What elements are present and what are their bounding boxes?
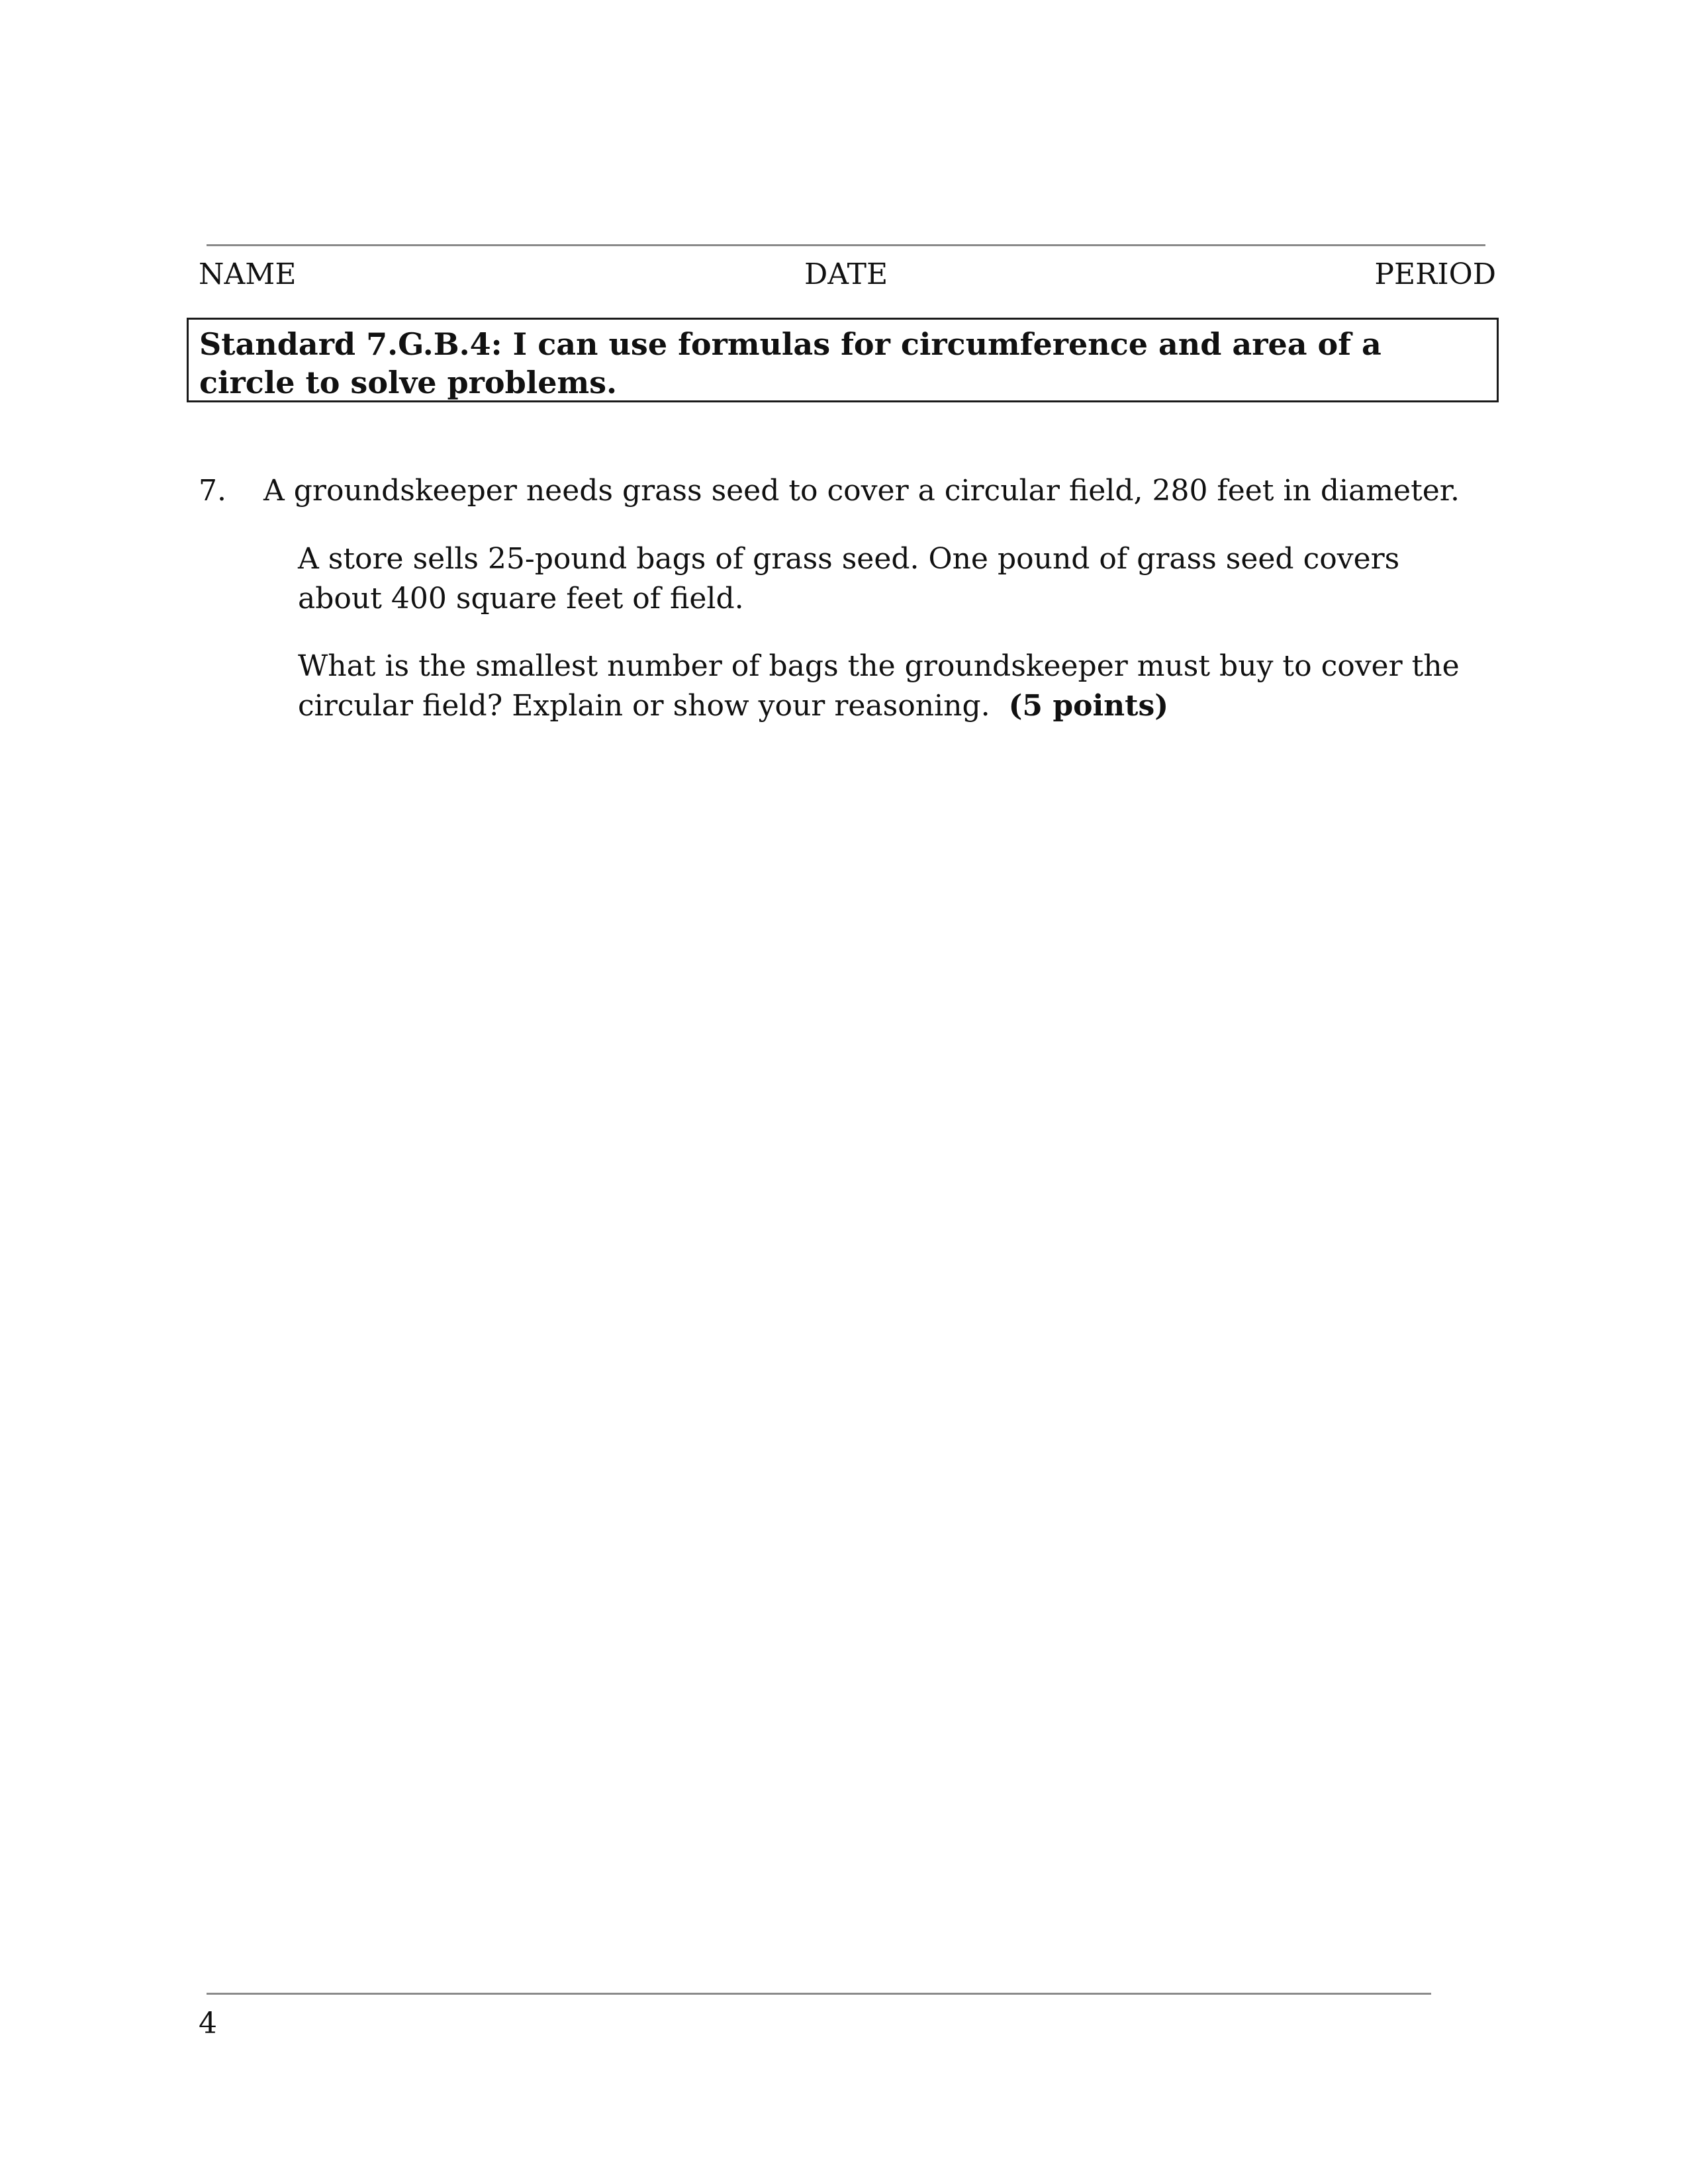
- page-number: 4: [199, 2007, 217, 2040]
- standard-box: [187, 318, 1499, 402]
- question-paragraph-2: [298, 647, 1489, 726]
- question-lead: A groundskeeper needs grass seed to cover a circular field, 280 feet in diameter.: [263, 474, 1460, 508]
- date-label: DATE: [804, 257, 888, 291]
- question-prompt: What is the smallest number of bags the groundskeeper must buy to cover the circular field? Explain or show your reasoning.: [298, 649, 1460, 723]
- standard-text: Standard 7.G.B.4: I can use formulas for circumference and area of a circle to solve problems.: [199, 326, 1382, 400]
- top-divider: [207, 244, 1485, 246]
- question-number: 7.: [199, 474, 226, 508]
- points-value: (5 points): [1008, 689, 1169, 723]
- student-info-header: [199, 255, 1496, 295]
- name-label: NAME: [199, 257, 297, 291]
- bottom-divider: [207, 1993, 1431, 1995]
- question-paragraph-1: A store sells 25-pound bags of grass seed. One pound of grass seed covers about 400 square feet of field.: [298, 542, 1400, 615]
- period-label: PERIOD: [1374, 257, 1496, 291]
